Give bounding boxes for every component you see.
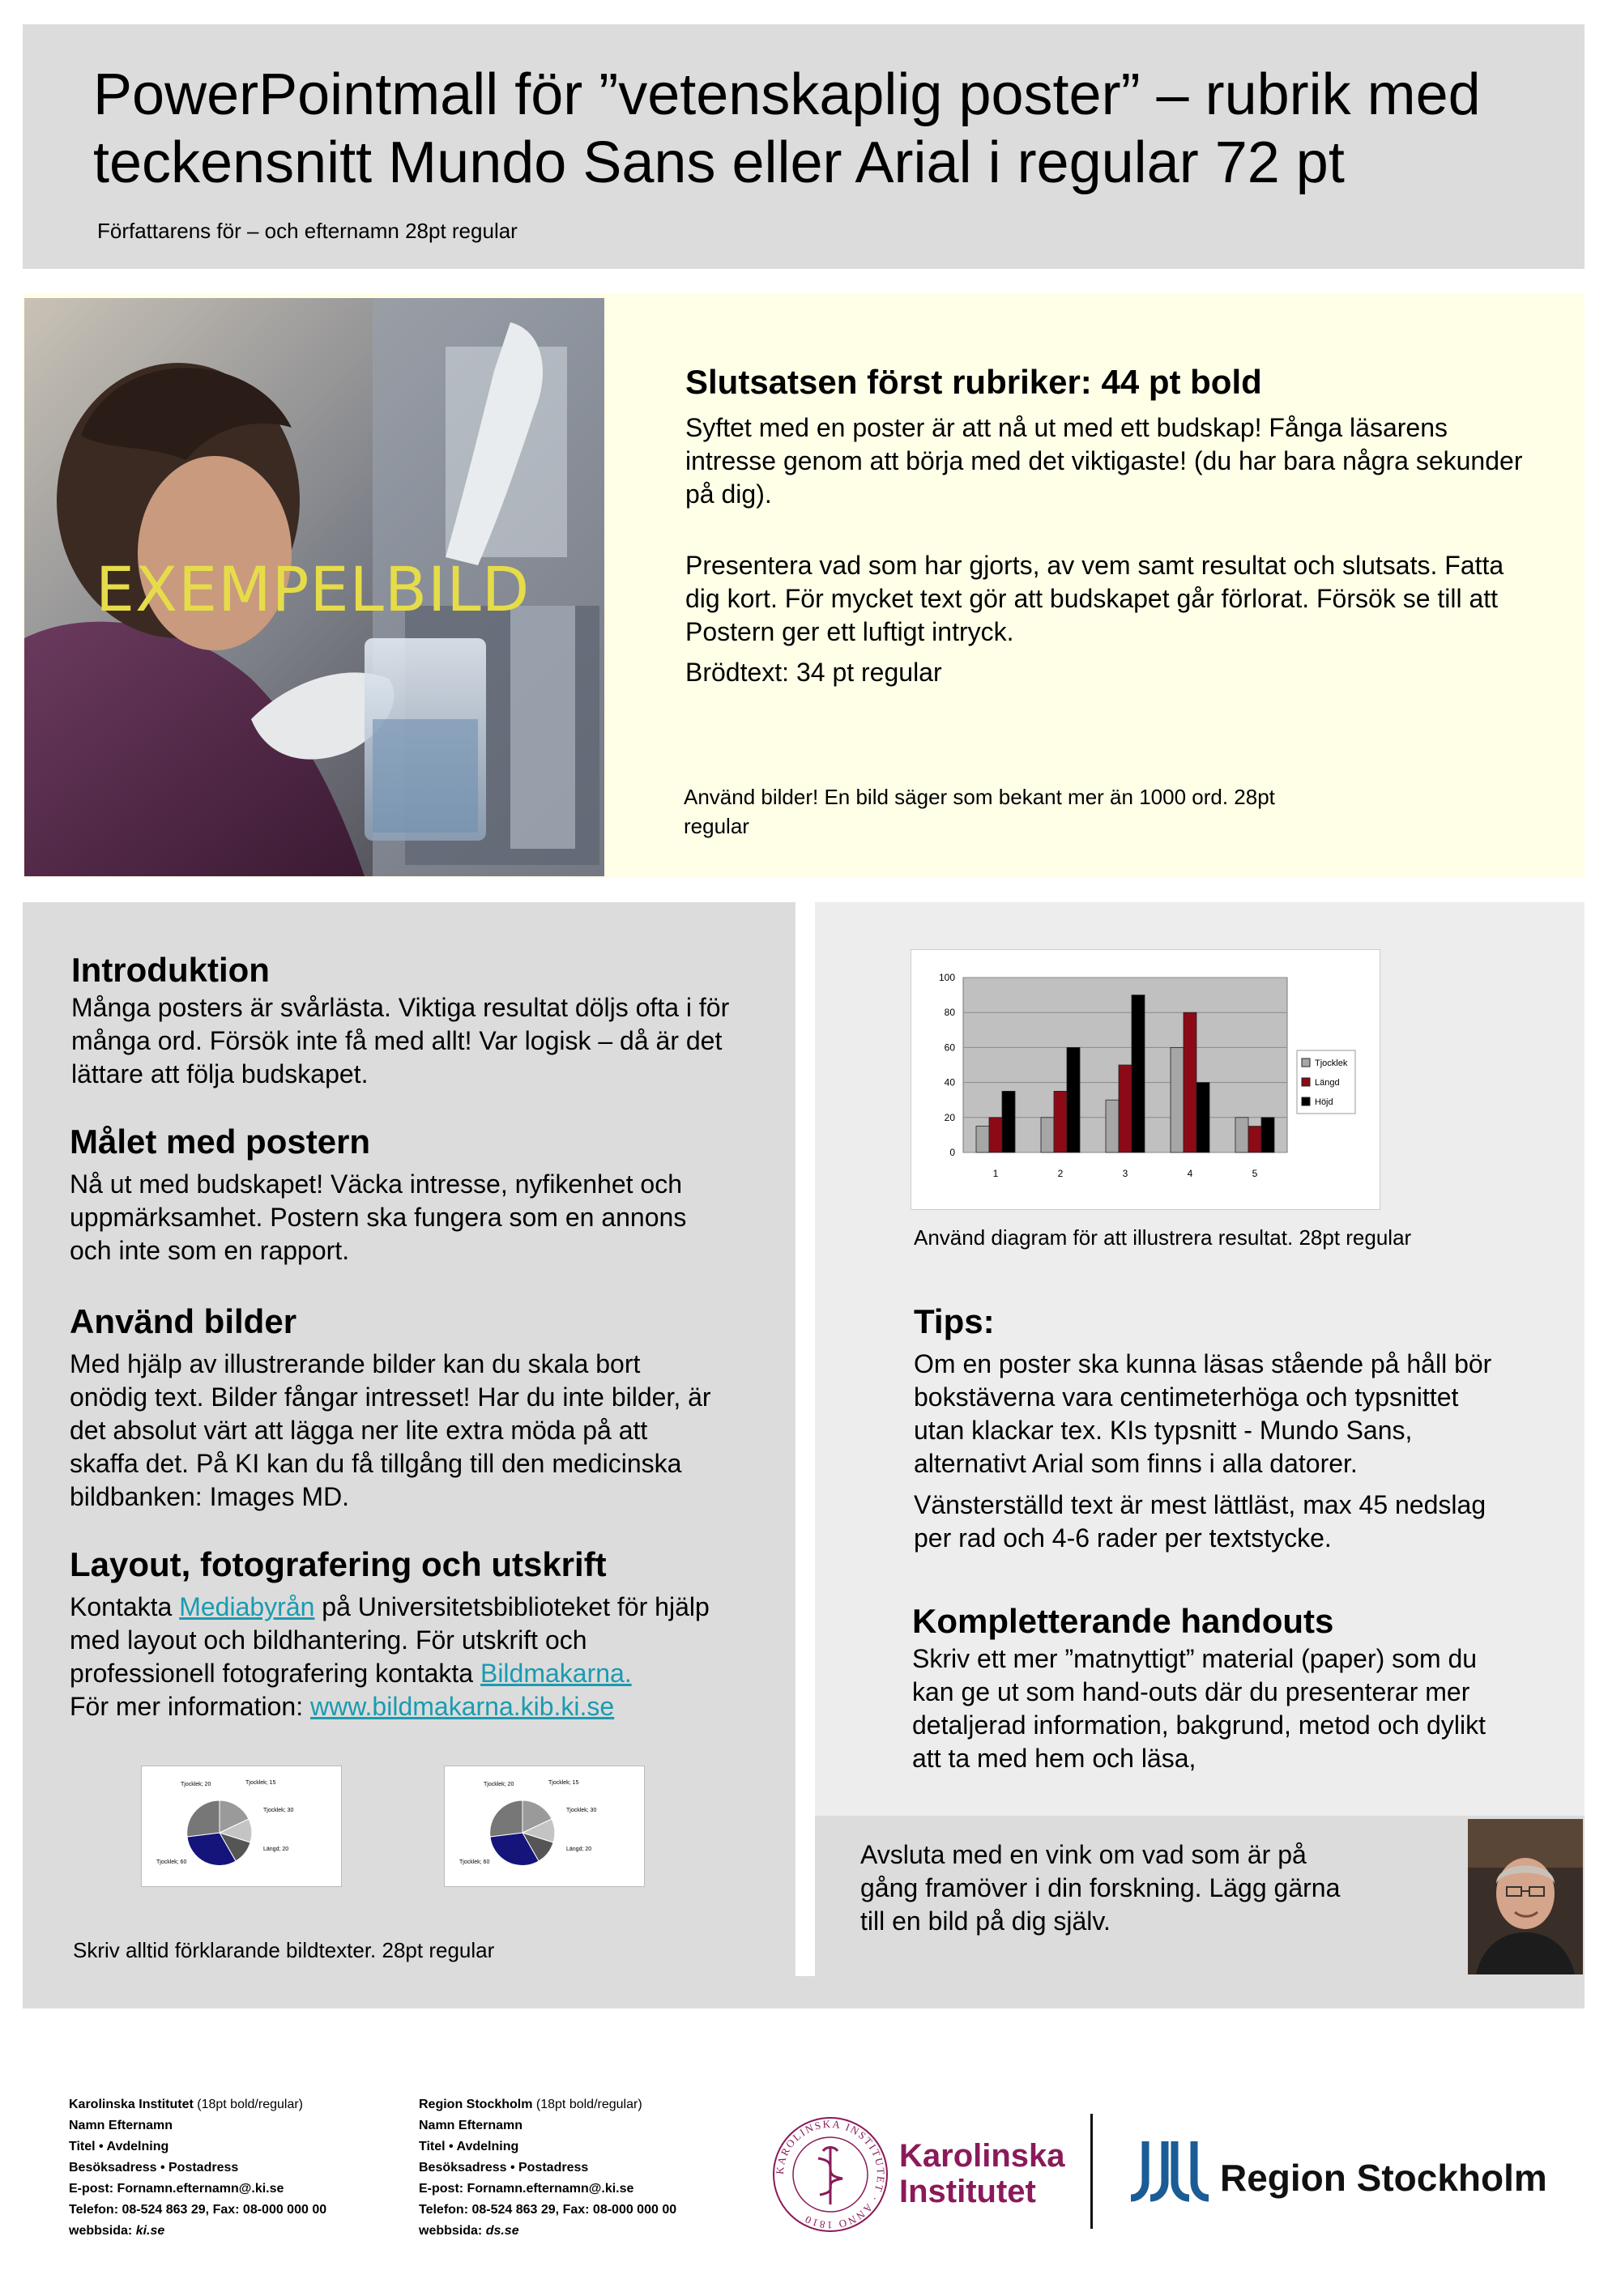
chart-y-tick-label: 40 bbox=[944, 1076, 955, 1088]
pie-chart-image-2 bbox=[444, 1766, 645, 1887]
chart-bar bbox=[989, 1118, 1002, 1152]
chart-bar bbox=[1067, 1047, 1080, 1152]
chart-caption: Använd diagram för att illustrera resultat. 28pt regular bbox=[914, 1225, 1412, 1250]
handouts-heading: Kompletterande handouts bbox=[912, 1602, 1334, 1640]
footer-rs-contact bbox=[419, 2094, 743, 2242]
region-stockholm-wordmark: Region Stockholm bbox=[1220, 2157, 1547, 2199]
svg-text:KAROLINSKA INSTITUTET · ANNO 1: KAROLINSKA INSTITUTET · ANNO 1810 bbox=[773, 2117, 888, 2232]
author-line: Författarens för – och efternamn 28pt regular bbox=[97, 219, 518, 243]
chart-y-tick-label: 100 bbox=[938, 972, 955, 983]
ki-logo bbox=[770, 2114, 1065, 2235]
footer-rs-line-2: Titel • Avdelning bbox=[419, 2140, 519, 2153]
chart-legend-label: Längd bbox=[1315, 1078, 1340, 1088]
footer-ki-title-note: (18pt bold/regular) bbox=[193, 2098, 303, 2111]
chart-x-tick-label: 5 bbox=[1252, 1168, 1258, 1179]
chart-bar bbox=[1054, 1091, 1067, 1152]
hero-paragraph-2: Presentera vad som har gjorts, av vem samt resultat och slutsats. Fatta dig kort. För mycket text gör att budskapet går förlorat. Försök se till att Postern ger ett luftigt intryck. bbox=[685, 551, 1504, 646]
chart-x-tick-label: 2 bbox=[1057, 1168, 1064, 1179]
pie1-label-5: Tjocklek; 60 bbox=[156, 1859, 187, 1865]
layout-text-1: Kontakta bbox=[70, 1592, 180, 1621]
chart-legend-swatch bbox=[1302, 1059, 1310, 1067]
example-photo bbox=[24, 298, 604, 876]
left-caption: Skriv alltid förklarande bildtexter. 28pt regular bbox=[73, 1938, 495, 1962]
region-stockholm-mark-icon bbox=[1129, 2141, 1210, 2206]
hero-paragraph-1: Syftet med en poster är att nå ut med ett budskap! Fånga läsarens intresse genom att börja med det viktigaste! (du har bara några sekunder på dig). bbox=[685, 413, 1523, 509]
tips-heading: Tips: bbox=[914, 1302, 995, 1340]
logo-divider bbox=[1090, 2114, 1093, 2229]
layout-text-2: på Universitetsbiblioteket för hjälp med layout och bildhantering. För utskrift och professionell fotografering kontakta bbox=[70, 1592, 710, 1688]
tips-paragraph-1: Om en poster ska kunna läsas stående på håll bör bokstäverna vara centimeterhöga och typsnittet utan klackar tex. KIs typsnitt - Mundo Sans, alternativt Arial som finns i alla datorer. bbox=[914, 1349, 1492, 1478]
chart-bar bbox=[1002, 1091, 1015, 1152]
chart-bar bbox=[1184, 1012, 1196, 1152]
images-paragraph: Med hjälp av illustrerande bilder kan du skala bort onödig text. Bilder fångar intresset! Har du inte bilder, är det absolut värt att lägga ner lite extra möda på att skaffa det. På KI kan du få tillgång till den medicinska bildbanken: Images MD. bbox=[70, 1349, 711, 1511]
chart-bar bbox=[1132, 995, 1145, 1152]
chart-y-tick-label: 20 bbox=[944, 1111, 955, 1123]
pie1-label-3: Tjocklek; 30 bbox=[263, 1808, 294, 1813]
chart-bar bbox=[1041, 1118, 1054, 1152]
chart-bar bbox=[1171, 1047, 1184, 1152]
chart-legend-swatch bbox=[1302, 1078, 1310, 1086]
footer-rs-web-label: webbsida: bbox=[419, 2224, 486, 2238]
footer-ki-web-label: webbsida: bbox=[69, 2224, 136, 2238]
chart-bar bbox=[1248, 1127, 1261, 1152]
intro-heading: Introduktion bbox=[71, 951, 270, 989]
author-photo bbox=[1468, 1819, 1583, 1974]
bildmakarna-link[interactable]: Bildmakarna. bbox=[480, 1659, 632, 1688]
pie2-label-2: Tjocklek; 15 bbox=[548, 1780, 579, 1786]
pie2-label-5: Tjocklek; 60 bbox=[459, 1859, 490, 1865]
region-stockholm-logo bbox=[1129, 2141, 1567, 2214]
chart-bar bbox=[1119, 1065, 1132, 1152]
chart-bar bbox=[1235, 1118, 1248, 1152]
pie1-label-1: Tjocklek; 20 bbox=[181, 1782, 211, 1787]
layout-paragraph bbox=[70, 1591, 718, 1723]
pie1-label-2: Tjocklek; 15 bbox=[245, 1780, 276, 1786]
footer-rs-title: Region Stockholm bbox=[419, 2098, 533, 2111]
chart-x-tick-label: 3 bbox=[1122, 1168, 1128, 1179]
handouts-paragraph: Skriv ett mer ”matnyttigt” material (paper) som du kan ge ut som hand-outs där du presenterar mer detaljerad information, bakgrund, metod och dylikt att ta med hem och läsa, bbox=[912, 1644, 1486, 1773]
chart-y-tick-label: 80 bbox=[944, 1007, 955, 1019]
ki-logo-line-2: Institutet bbox=[899, 2174, 1036, 2209]
bildmakarna-web-link[interactable]: www.bildmakarna.kib.ki.se bbox=[309, 1692, 615, 1721]
pie-chart-2 bbox=[445, 1766, 644, 1886]
footer-rs-title-note: (18pt bold/regular) bbox=[532, 2098, 642, 2111]
example-photo-label: EXEMPELBILD bbox=[96, 553, 531, 625]
chart-bar bbox=[1196, 1083, 1209, 1152]
ki-seal-icon bbox=[770, 2114, 891, 2235]
mediabyran-link[interactable]: Mediabyrån bbox=[179, 1592, 315, 1621]
bar-chart bbox=[911, 949, 1380, 1210]
pie2-label-1: Tjocklek; 20 bbox=[484, 1782, 514, 1787]
images-heading: Använd bilder bbox=[70, 1302, 297, 1340]
chart-y-tick-label: 60 bbox=[944, 1042, 955, 1054]
pie2-label-3: Tjocklek; 30 bbox=[566, 1808, 597, 1813]
pie1-label-4: Längd; 20 bbox=[263, 1847, 289, 1852]
chart-x-tick-label: 4 bbox=[1187, 1168, 1193, 1179]
pie-chart-image-1 bbox=[141, 1766, 342, 1887]
footer-rs-web-link[interactable]: ds.se bbox=[485, 2224, 519, 2238]
footer-rs-line-1: Namn Efternamn bbox=[419, 2119, 523, 2132]
bottom-band bbox=[23, 1976, 1585, 2008]
footer-rs-line-3: Besöksadress • Postadress bbox=[419, 2161, 589, 2175]
footer-ki-line-5: Telefon: 08-524 863 29, Fax: 08-000 000 00 bbox=[69, 2203, 327, 2217]
poster-title: PowerPointmall för ”vetenskaplig poster” – rubrik med teckensnitt Mundo Sans eller Arial i regular 72 pt bbox=[93, 62, 1481, 195]
chart-legend-label: Tjocklek bbox=[1315, 1059, 1348, 1068]
bar-chart-svg bbox=[911, 950, 1380, 1209]
author-portrait bbox=[1468, 1819, 1583, 1974]
footer-rs-line-4: E-post: Fornamn.efternamn@.ki.se bbox=[419, 2182, 634, 2196]
footer-ki-contact bbox=[69, 2094, 393, 2242]
goal-paragraph: Nå ut med budskapet! Väcka intresse, nyfikenhet och uppmärksamhet. Postern ska fungera som en annons och inte som en rapport. bbox=[70, 1169, 687, 1265]
goal-heading: Målet med postern bbox=[70, 1122, 371, 1161]
chart-legend-label: Höjd bbox=[1315, 1097, 1333, 1107]
layout-text-3: För mer information: bbox=[70, 1692, 310, 1721]
chart-bar bbox=[1261, 1118, 1274, 1152]
chart-bar bbox=[976, 1127, 989, 1152]
hero-paragraph-3: Brödtext: 34 pt regular bbox=[685, 658, 942, 687]
footer-ki-line-1: Namn Efternamn bbox=[69, 2119, 173, 2132]
chart-bar bbox=[1106, 1100, 1119, 1152]
chart-legend-swatch bbox=[1302, 1097, 1310, 1105]
chart-x-tick-label: 1 bbox=[992, 1168, 999, 1179]
tips-paragraph-2: Vänsterställd text är mest lättläst, max 45 nedslag per rad och 4-6 rader per textstycke. bbox=[914, 1490, 1486, 1553]
footer-rs-line-5: Telefon: 08-524 863 29, Fax: 08-000 000 00 bbox=[419, 2203, 677, 2217]
layout-heading: Layout, fotografering och utskrift bbox=[70, 1545, 607, 1583]
footer-ki-title: Karolinska Institutet bbox=[69, 2098, 194, 2111]
footer-ki-web-link[interactable]: ki.se bbox=[135, 2224, 165, 2238]
chart-y-tick-label: 0 bbox=[949, 1147, 955, 1158]
footer-ki-line-4: E-post: Fornamn.efternamn@.ki.se bbox=[69, 2182, 284, 2196]
ki-logo-line-1: Karolinska bbox=[899, 2138, 1065, 2174]
intro-paragraph: Många posters är svårlästa. Viktiga resultat döljs ofta i för många ord. Försök inte få med allt! Var logisk – då är det lättare att följa budskapet. bbox=[71, 993, 730, 1088]
footer-ki-line-2: Titel • Avdelning bbox=[69, 2140, 169, 2153]
hero-image-note: Använd bilder! En bild säger som bekant mer än 1000 ord. 28pt regular bbox=[684, 785, 1275, 838]
pie-chart-1 bbox=[142, 1766, 341, 1886]
footer-ki-line-3: Besöksadress • Postadress bbox=[69, 2161, 239, 2175]
closing-text: Avsluta med en vink om vad som är på gång framöver i din forskning. Lägg gärna till en bild på dig själv. bbox=[860, 1840, 1341, 1936]
pie2-label-4: Längd; 20 bbox=[566, 1847, 592, 1852]
hero-heading: Slutsatsen först rubriker: 44 pt bold bbox=[685, 363, 1262, 401]
